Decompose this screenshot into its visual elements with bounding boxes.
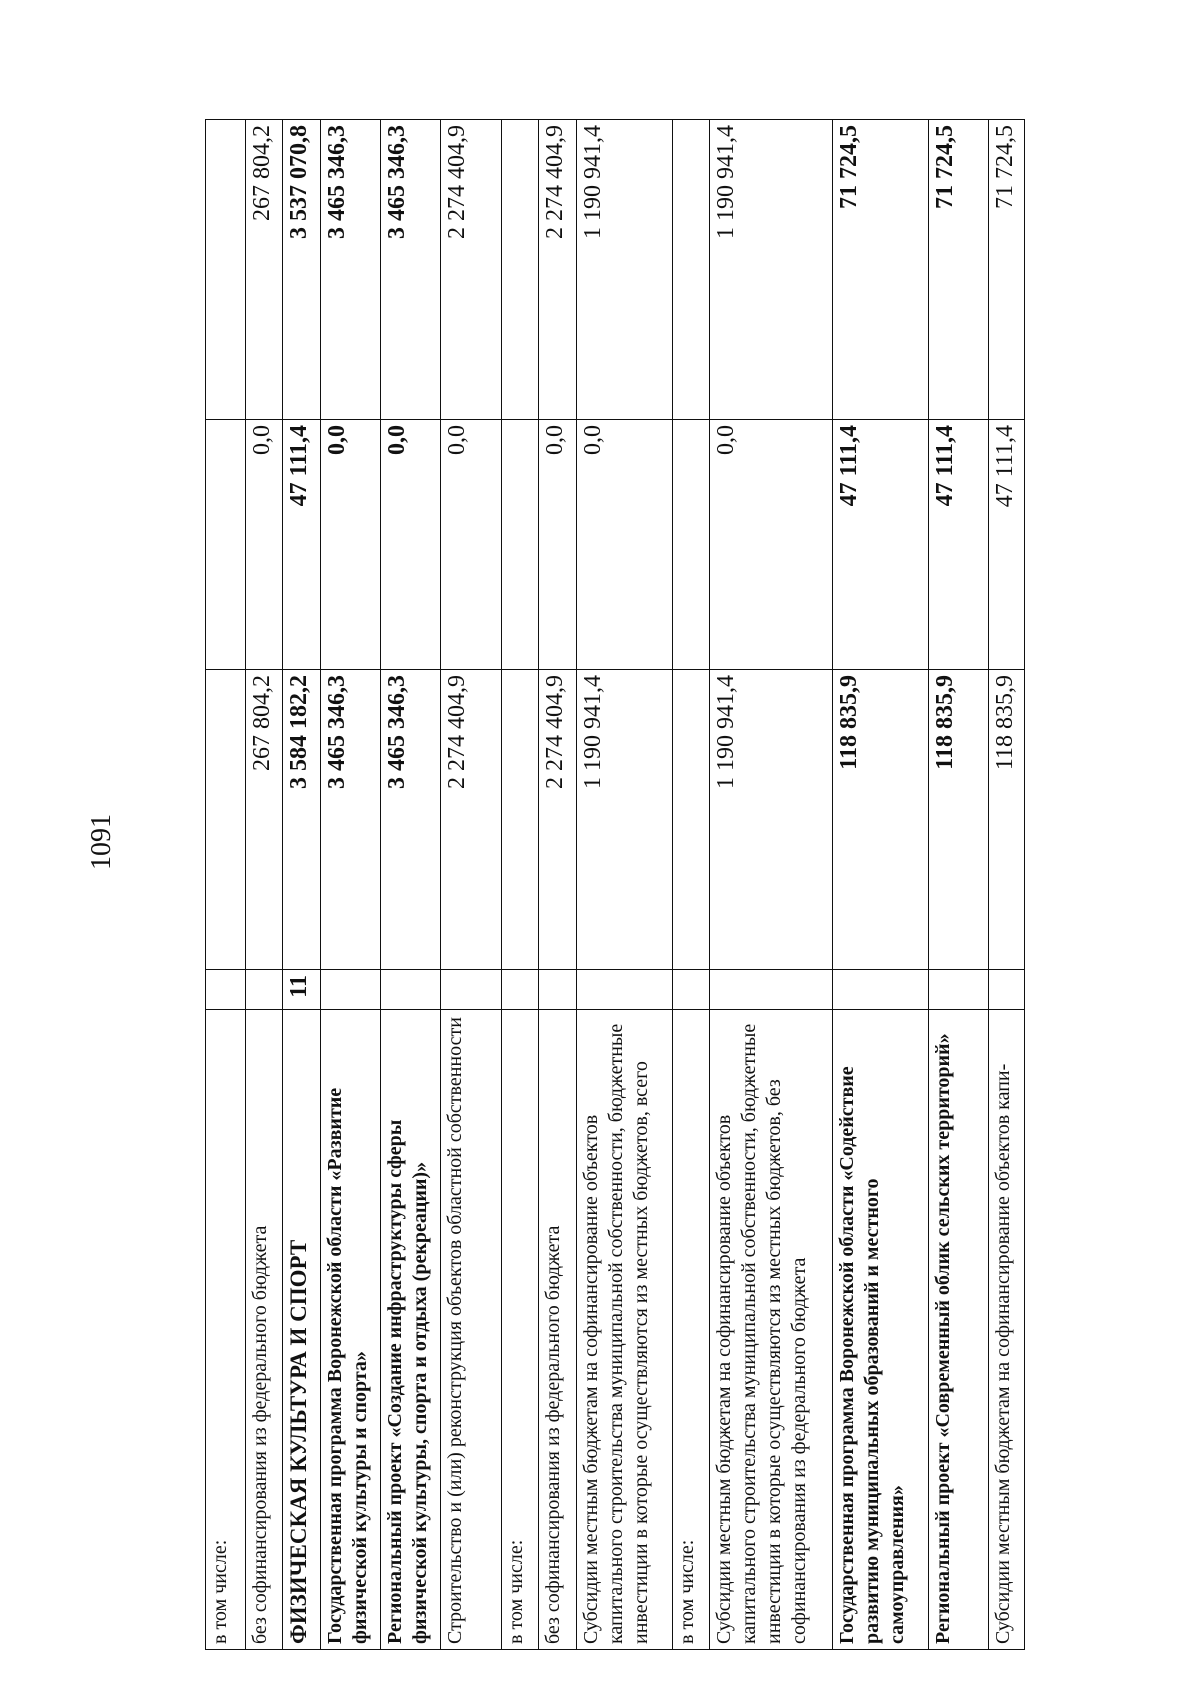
row-total: 118 835,9 [929, 670, 989, 970]
row-federal: 47 111,4 [283, 420, 321, 670]
row-total [501, 670, 539, 970]
row-code [672, 970, 710, 1010]
table-row [381, 120, 441, 1650]
row-name: Субсидии местным бюджетам на софинансирование объектов капитального строительства муниципальной собственности, бюджетные инвестиции в которые осуществляются из местных бюджетов, без софинансирования из федерального бюджета [710, 1010, 833, 1650]
row-code [441, 970, 501, 1010]
row-total: 2 274 404,9 [441, 670, 501, 970]
row-federal: 0,0 [320, 420, 380, 670]
row-federal: 47 111,4 [989, 420, 1025, 670]
row-code [501, 970, 539, 1010]
row-name: без софинансирования из федерального бюджета [245, 1010, 283, 1650]
row-federal: 0,0 [245, 420, 283, 670]
row-total: 3 465 346,3 [381, 670, 441, 970]
row-name: в том числе: [206, 1010, 246, 1650]
row-name: Субсидии местным бюджетам на софинансирование объектов капитального строительства муниципальной собственности, бюджетные инвестиции в которые осуществляются из местных бюджетов, всего [576, 1010, 672, 1650]
row-name: в том числе: [501, 1010, 539, 1650]
row-total: 118 835,9 [989, 670, 1025, 970]
row-regional: 267 804,2 [245, 120, 283, 420]
row-federal: 0,0 [576, 420, 672, 670]
row-total: 118 835,9 [833, 670, 929, 970]
table-row [989, 120, 1025, 1650]
table-row [441, 120, 501, 1650]
row-name: Региональный проект «Современный облик сельских территорий» [929, 1010, 989, 1650]
row-name: в том числе: [672, 1010, 710, 1650]
row-regional: 1 190 941,4 [576, 120, 672, 420]
row-regional: 3 537 070,8 [283, 120, 321, 420]
row-code [929, 970, 989, 1010]
table-row [283, 120, 321, 1650]
page-number: 1091 [86, 814, 117, 870]
row-total [206, 670, 246, 970]
row-name: Строительство и (или) реконструкция объектов областной собственности [441, 1010, 501, 1650]
row-federal: 0,0 [539, 420, 577, 670]
row-total: 2 274 404,9 [539, 670, 577, 970]
row-code [539, 970, 577, 1010]
row-total: 267 804,2 [245, 670, 283, 970]
row-federal [501, 420, 539, 670]
row-name: Государственная программа Воронежской области «Содействие развитию муниципальных образований и местного самоуправления» [833, 1010, 929, 1650]
row-regional: 71 724,5 [989, 120, 1025, 420]
table-row [320, 120, 380, 1650]
row-regional: 2 274 404,9 [539, 120, 577, 420]
row-federal: 0,0 [441, 420, 501, 670]
table-row [833, 120, 929, 1650]
table-row [710, 120, 833, 1650]
row-name: Государственная программа Воронежской области «Развитие физической культуры и спорта» [320, 1010, 380, 1650]
row-federal [206, 420, 246, 670]
row-regional [206, 120, 246, 420]
row-regional: 71 724,5 [833, 120, 929, 420]
budget-table-container [205, 120, 1025, 1650]
row-regional: 71 724,5 [929, 120, 989, 420]
table-row [576, 120, 672, 1650]
row-federal: 47 111,4 [833, 420, 929, 670]
row-regional: 3 465 346,3 [381, 120, 441, 420]
row-total: 1 190 941,4 [576, 670, 672, 970]
row-name: Субсидии местным бюджетам на софинансирование объектов капи- [989, 1010, 1025, 1650]
row-total: 1 190 941,4 [710, 670, 833, 970]
row-total [672, 670, 710, 970]
row-code [989, 970, 1025, 1010]
table-row [245, 120, 283, 1650]
row-regional: 2 274 404,9 [441, 120, 501, 420]
row-federal: 0,0 [381, 420, 441, 670]
row-code [576, 970, 672, 1010]
row-code [320, 970, 380, 1010]
row-code: 11 [283, 970, 321, 1010]
table-row [206, 120, 246, 1650]
row-regional: 1 190 941,4 [710, 120, 833, 420]
row-federal: 0,0 [710, 420, 833, 670]
table-row [929, 120, 989, 1650]
table-row [539, 120, 577, 1650]
row-total: 3 465 346,3 [320, 670, 380, 970]
row-federal [672, 420, 710, 670]
row-regional [672, 120, 710, 420]
row-total: 3 584 182,2 [283, 670, 321, 970]
row-code [206, 970, 246, 1010]
row-name: без софинансирования из федерального бюджета [539, 1010, 577, 1650]
row-code [245, 970, 283, 1010]
table-row [501, 120, 539, 1650]
table-row [672, 120, 710, 1650]
row-code [710, 970, 833, 1010]
row-name: ФИЗИЧЕСКАЯ КУЛЬТУРА И СПОРТ [283, 1010, 321, 1650]
row-regional [501, 120, 539, 420]
row-code [381, 970, 441, 1010]
row-regional: 3 465 346,3 [320, 120, 380, 420]
budget-table [205, 119, 1025, 1650]
row-federal: 47 111,4 [929, 420, 989, 670]
row-code [833, 970, 929, 1010]
row-name: Региональный проект «Создание инфраструктуры сферы физической культуры, спорта и отдыха (рекреации)» [381, 1010, 441, 1650]
